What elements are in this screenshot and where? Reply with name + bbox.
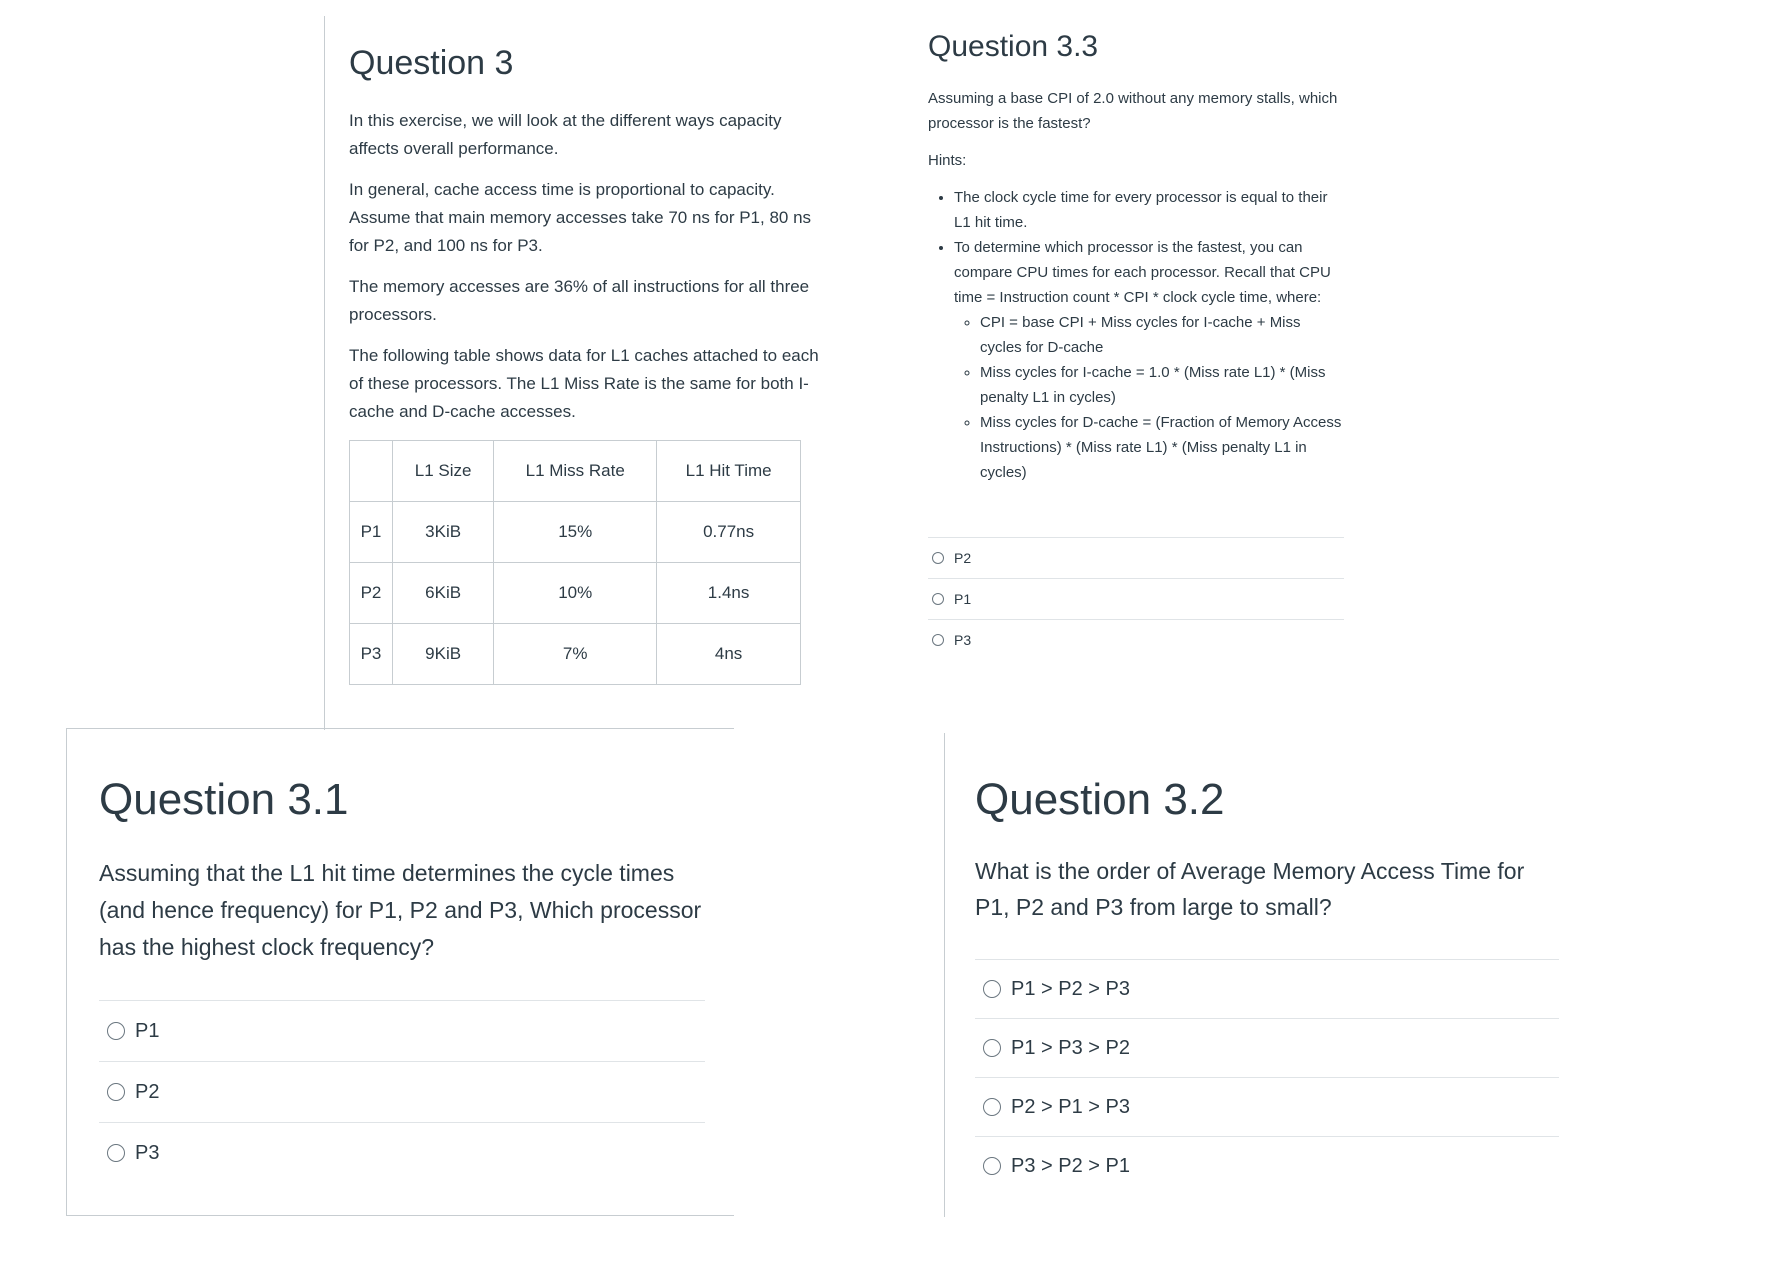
radio-button-icon[interactable] [107,1144,125,1162]
table-header-l1-miss-rate: L1 Miss Rate [494,441,657,502]
table-row [350,624,801,685]
question-3-3-text: Assuming a base CPI of 2.0 without any memory stalls, which processor is the fastest? [928,90,1338,132]
table-cell-size: 3KiB [393,502,494,563]
answer-option-p2[interactable] [99,1061,705,1122]
question-3-3-title: Question 3.3 [928,30,1099,63]
answer-label: P1 > P3 > P2 [1011,1036,1130,1059]
question-3-table-intro: The following table shows data for L1 caches attached to each of these processors. The L1 Miss Rate is the same for both I-cache and D-cache accesses. [349,346,819,421]
radio-button-icon[interactable] [932,593,944,605]
table-cell-size: 6KiB [393,563,494,624]
question-3-2-answers [975,959,1559,1195]
radio-button-icon[interactable] [107,1083,125,1101]
radio-button-icon[interactable] [983,1098,1001,1116]
answer-label: P3 [954,632,972,648]
question-3-1-text: Assuming that the L1 hit time determines the cycle times (and hence frequency) for P1, P2 and P3, Which processor has the highest clock frequency? [99,860,702,960]
table-row [350,502,801,563]
table-cell-processor: P2 [350,563,393,624]
answer-option-p1[interactable] [928,578,1344,619]
radio-button-icon[interactable] [932,634,944,646]
answer-label: P2 [135,1080,160,1103]
l1-cache-table [349,440,801,685]
question-3-cache-access: In general, cache access time is proportional to capacity. Assume that main memory accesses take 70 ns for P1, 80 ns for P2, and 100 ns for P3. [349,180,812,255]
hint-dcache-formula: ◦ Miss cycles for D-cache = (Fraction of Memory Access Instructions) * (Miss rate L1) * (Miss penalty L1 in cycles) [980,410,1344,485]
question-3-3-panel [928,30,1348,710]
hints-list [928,185,1344,485]
answer-label: P1 [954,591,972,607]
answer-label: P1 [135,1019,160,1042]
answer-label: P1 > P2 > P3 [1011,977,1130,1000]
answer-option-p3[interactable] [928,619,1344,660]
radio-button-icon[interactable] [107,1022,125,1040]
answer-option-2[interactable] [975,1018,1559,1077]
question-3-2-title: Question 3.2 [975,775,1225,824]
table-header-blank [350,441,393,502]
hints-label: Hints: [928,152,967,169]
radio-button-icon[interactable] [932,552,944,564]
question-3-3-answers [928,537,1344,660]
answer-option-p1[interactable] [99,1000,705,1061]
question-3-2-text: What is the order of Average Memory Access Time for P1, P2 and P3 from large to small? [975,858,1525,920]
radio-button-icon[interactable] [983,1039,1001,1057]
question-3-1-panel [66,728,734,1216]
question-3-1-title: Question 3.1 [99,775,349,824]
table-cell-processor: P3 [350,624,393,685]
hint-icache-formula: ◦ Miss cycles for I-cache = 1.0 * (Miss rate L1) * (Miss penalty L1 in cycles) [980,360,1344,410]
table-cell-processor: P1 [350,502,393,563]
table-header-l1-hit-time: L1 Hit Time [657,441,801,502]
question-3-title: Question 3 [349,44,514,82]
table-cell-miss-rate: 15% [494,502,657,563]
answer-label: P3 [135,1141,160,1164]
question-3-memory-accesses: The memory accesses are 36% of all instructions for all three processors. [349,277,810,324]
question-3-panel [324,16,844,730]
table-row [350,563,801,624]
question-3-intro: In this exercise, we will look at the different ways capacity affects overall performance. [349,111,782,158]
answer-label: P2 > P1 > P3 [1011,1095,1130,1118]
question-3-1-answers [99,1000,705,1183]
table-cell-hit-time: 0.77ns [657,502,801,563]
table-cell-size: 9KiB [393,624,494,685]
table-cell-miss-rate: 10% [494,563,657,624]
answer-option-1[interactable] [975,959,1559,1018]
table-cell-hit-time: 4ns [657,624,801,685]
answer-option-p2[interactable] [928,537,1344,578]
answer-label: P3 > P2 > P1 [1011,1154,1130,1177]
hint-cpu-time-item [954,235,1344,485]
hint-sublist [954,310,1344,485]
answer-option-p3[interactable] [99,1122,705,1183]
table-cell-miss-rate: 7% [494,624,657,685]
table-cell-hit-time: 1.4ns [657,563,801,624]
hint-cpi-formula: ◦ CPI = base CPI + Miss cycles for I-cache + Miss cycles for D-cache [980,310,1344,360]
table-header-l1-size: L1 Size [393,441,494,502]
answer-option-4[interactable] [975,1136,1559,1195]
answer-label: P2 [954,550,972,566]
hint-clock-cycle: • The clock cycle time for every processor is equal to their L1 hit time. [954,185,1344,235]
radio-button-icon[interactable] [983,980,1001,998]
answer-option-3[interactable] [975,1077,1559,1136]
table-header-row [350,441,801,502]
question-3-2-panel [944,733,1584,1217]
radio-button-icon[interactable] [983,1157,1001,1175]
hint-cpu-time: To determine which processor is the fastest, you can compare CPU times for each processor. Recall that CPU time = Instruction count * CPI * clock cycle time, where: [954,239,1331,306]
